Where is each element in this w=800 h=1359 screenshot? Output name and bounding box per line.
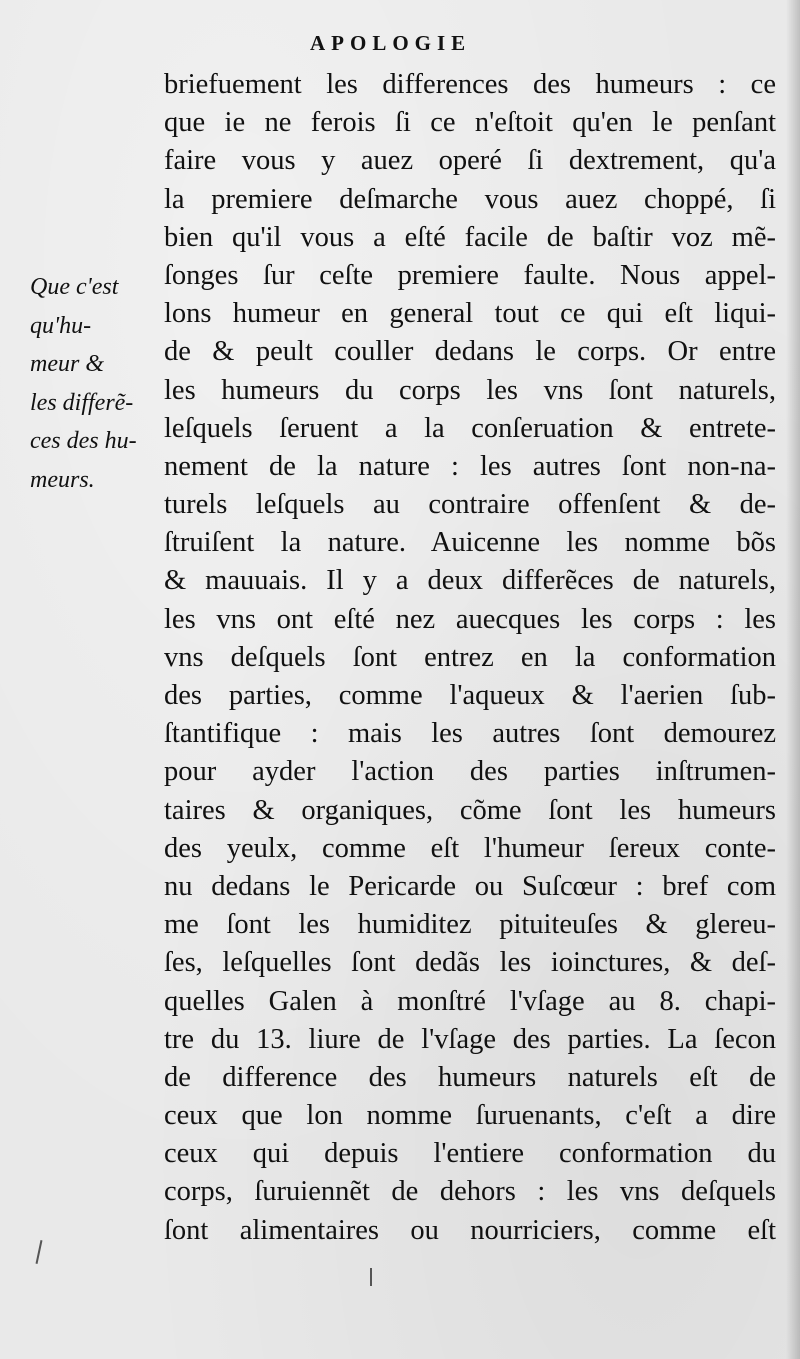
text-line: de & peult couller dedans le corps. Or entre (164, 336, 776, 368)
page-edge-shadow (786, 0, 800, 1359)
text-line: faire vous y auez operé ſi dextrement, qu'a (164, 145, 776, 177)
text-line: bien qu'il vous a eſté facile de baſtir voz mẽ- (164, 221, 776, 253)
text-line: ſtruiſent la nature. Auicenne les nomme bõs (164, 527, 776, 559)
text-line: que ie ne ferois ſi ce n'eſtoit qu'en le penſant (164, 107, 776, 139)
text-line: ſtantifique : mais les autres ſont demourez (164, 718, 776, 750)
paper-mark (370, 1268, 372, 1286)
text-line: me ſont les humiditez pituiteuſes & glereu- (164, 909, 776, 941)
text-line: pour ayder l'action des parties inſtrumen- (164, 756, 776, 788)
text-line: ceux que lon nomme ſuruenants, c'eſt a dire (164, 1100, 776, 1132)
margin-note-line: ces des hu- (30, 428, 137, 454)
margin-note-line: meurs. (30, 466, 95, 493)
text-line: nu dedans le Pericarde ou Suſcœur : bref com (164, 870, 776, 902)
text-line: ceux qui depuis l'entiere conformation du (164, 1138, 776, 1170)
text-line: tre du 13. liure de l'vſage des parties. La ſecon (164, 1023, 776, 1055)
text-line: lons humeur en general tout ce qui eſt liqui- (164, 298, 776, 330)
margin-note-line: meur & (30, 351, 104, 377)
text-line: nement de la nature : les autres ſont non-na- (164, 450, 776, 482)
text-line: ſes, leſquelles ſont dedãs les ioinctures, & deſ- (164, 947, 776, 979)
text-line: & mauuais. Il y a deux differẽces de naturels, (164, 565, 776, 597)
text-line: les humeurs du corps les vns ſont naturels, (164, 374, 776, 406)
text-line: taires & organiques, cõme ſont les humeurs (164, 794, 776, 826)
text-line: ſont alimentaires ou nourriciers, comme eſt (164, 1214, 776, 1246)
text-line: quelles Galen à monſtré l'vſage au 8. chapi- (164, 985, 776, 1017)
margin-note-line: Que c'est (30, 274, 119, 300)
text-line: turels leſquels au contraire offenſent & de- (164, 489, 776, 521)
text-line: des parties, comme l'aqueux & l'aerien ſub- (164, 680, 776, 711)
margin-note-line: qu'hu- (30, 312, 92, 339)
text-line: corps, ſuruiennẽt de dehors : les vns deſquels (164, 1176, 776, 1208)
text-line: les vns ont eſté nez auecques les corps : les (164, 603, 776, 635)
text-line: la premiere deſmarche vous auez choppé, ſi (164, 183, 776, 215)
text-line: vns deſquels ſont entrez en la conformation (164, 641, 776, 673)
margin-note-line: les differẽ- (30, 389, 134, 416)
body-text (164, 66, 776, 1250)
paper-mark (36, 1240, 43, 1264)
text-line: de difference des humeurs naturels eſt de (164, 1061, 776, 1093)
text-line: briefuement les differences des humeurs : ce (164, 69, 776, 100)
text-line: ſonges ſur ceſte premiere faulte. Nous appel- (164, 259, 776, 291)
margin-note (30, 268, 160, 499)
text-line: leſquels ſeruent a la conſeruation & entrete- (164, 412, 776, 444)
text-line: des yeulx, comme eſt l'humeur ſereux conte- (164, 832, 776, 864)
running-head: APOLOGIE (310, 31, 472, 55)
